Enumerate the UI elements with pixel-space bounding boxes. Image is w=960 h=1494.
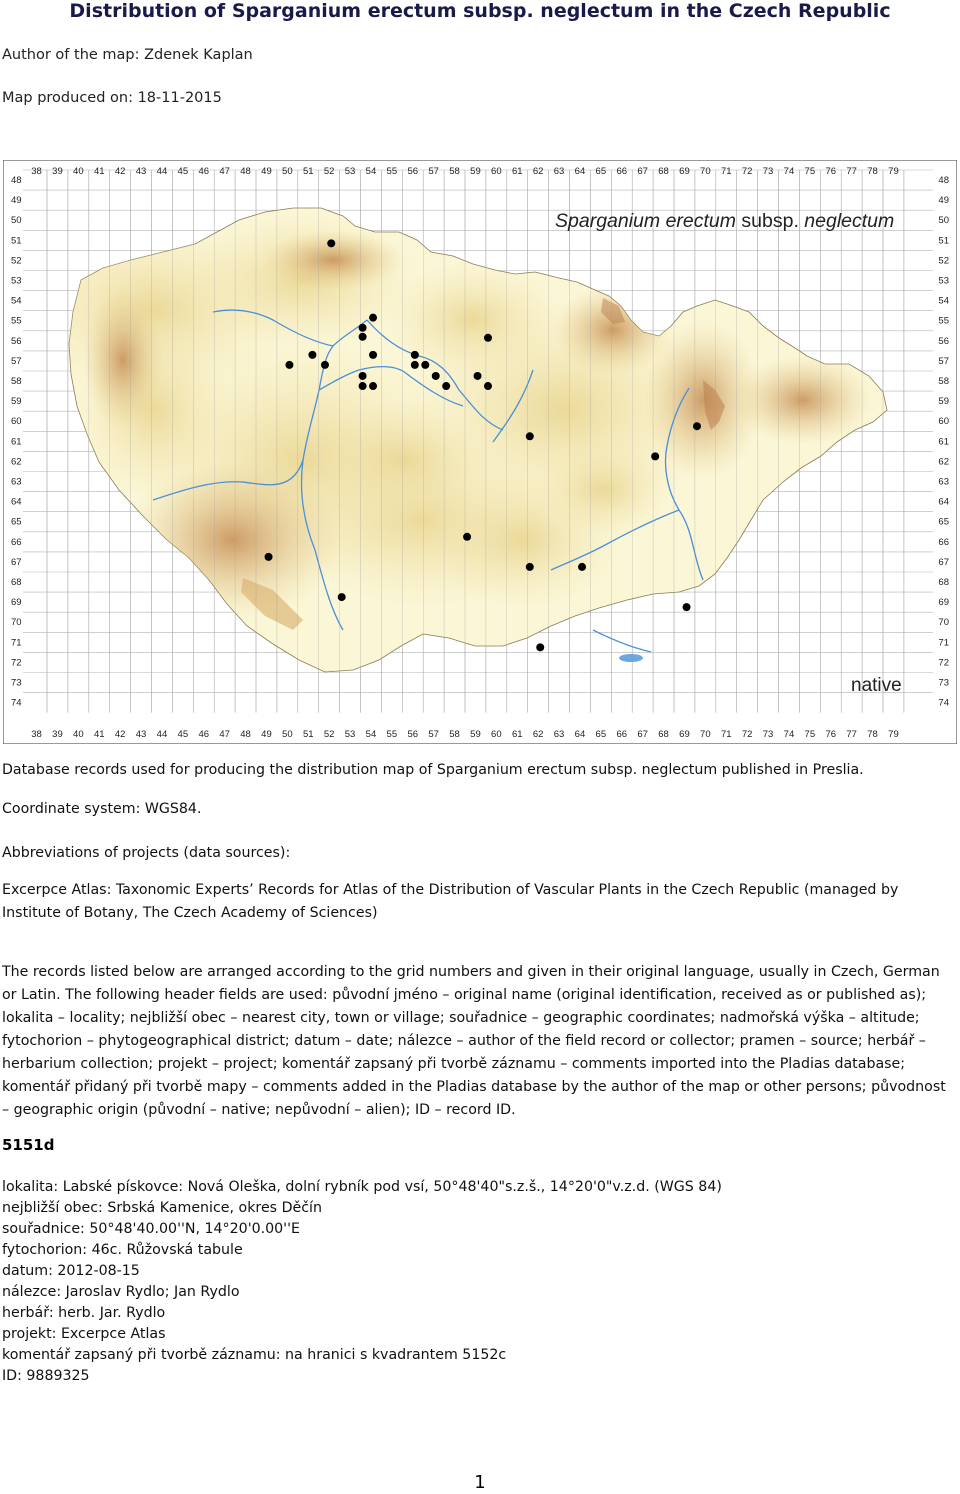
record-id: ID: 9889325	[2, 1368, 90, 1384]
column-label-bottom: 58	[449, 729, 460, 740]
column-label-top: 45	[177, 166, 189, 177]
occurrence-dot	[321, 361, 329, 369]
column-label-top: 57	[428, 166, 439, 177]
row-label-right: 50	[938, 215, 949, 227]
column-label-top: 49	[261, 166, 272, 177]
column-label-bottom: 44	[156, 729, 168, 740]
column-label-bottom: 61	[511, 729, 523, 740]
occurrence-dot	[693, 422, 701, 430]
record-phytochorion: fytochorion: 46c. Růžovská tabule	[2, 1242, 243, 1258]
row-label-left: 51	[11, 235, 22, 247]
column-label-top: 63	[553, 166, 565, 177]
occurrence-record	[2, 1177, 722, 1387]
page-number: 1	[474, 1472, 486, 1493]
row-label-left: 62	[11, 456, 22, 468]
occurrence-dot	[432, 372, 440, 380]
abbreviations-heading	[2, 842, 954, 865]
row-label-left: 68	[11, 577, 22, 588]
species-label-genus: Sparganium erectum	[555, 210, 742, 232]
column-label-top: 46	[198, 166, 210, 177]
column-label-bottom: 77	[846, 729, 857, 740]
record-locality: lokalita: Labské pískovce: Nová Oleška, dolní rybník pod vsí, 50°48'40"s.z.š., 14°20'0"v.z.d. (WGS 84)	[2, 1179, 722, 1195]
column-label-bottom: 52	[323, 729, 335, 740]
column-label-bottom: 39	[52, 729, 63, 740]
column-label-top: 55	[386, 166, 398, 177]
occurrence-dot	[327, 239, 335, 247]
fields-explanation	[2, 961, 954, 1122]
column-label-top: 48	[240, 166, 251, 177]
row-label-left: 72	[11, 657, 22, 669]
page-title: Distribution of Sparganium erectum subsp. neglectum in the Czech Republic	[69, 0, 891, 22]
row-label-right: 66	[938, 536, 949, 548]
occurrence-dot	[265, 553, 273, 561]
occurrence-dot	[411, 361, 419, 369]
row-label-left: 59	[11, 396, 22, 408]
row-label-left: 64	[11, 496, 22, 508]
column-label-bottom: 67	[637, 729, 648, 740]
column-label-bottom: 78	[867, 729, 878, 740]
column-label-top: 52	[323, 166, 335, 177]
map-author: Author of the map: Zdenek Kaplan	[2, 47, 253, 63]
record-project: projekt: Excerpce Atlas	[2, 1326, 166, 1342]
column-label-bottom: 47	[219, 729, 230, 740]
column-label-bottom: 48	[240, 729, 251, 740]
row-label-left: 69	[11, 597, 22, 609]
record-comment: komentář zapsaný při tvorbě záznamu: na hranici s kvadrantem 5152c	[2, 1347, 507, 1363]
row-label-left: 56	[11, 335, 22, 347]
column-label-bottom: 60	[491, 729, 502, 740]
row-label-right: 74	[938, 697, 949, 709]
row-label-right: 67	[938, 556, 949, 568]
distribution-map	[3, 160, 957, 744]
occurrence-dot	[369, 314, 377, 322]
column-label-bottom: 63	[553, 729, 565, 740]
column-label-top: 71	[720, 166, 732, 177]
occurrence-dot	[474, 372, 482, 380]
column-label-bottom: 69	[679, 729, 690, 740]
relief-shading	[263, 230, 403, 290]
species-label-epithet: neglectum	[804, 210, 895, 232]
occurrence-dot	[526, 432, 534, 440]
column-label-top: 54	[365, 166, 377, 177]
row-label-left: 57	[11, 355, 22, 367]
column-label-top: 51	[302, 166, 314, 177]
column-label-bottom: 71	[720, 729, 732, 740]
column-label-top: 67	[637, 166, 648, 177]
row-label-left: 48	[11, 175, 22, 186]
relief-shading	[83, 290, 163, 430]
row-label-right: 52	[938, 255, 949, 267]
column-label-bottom: 74	[783, 729, 795, 740]
occurrence-dot	[308, 351, 316, 359]
occurrence-dot	[484, 382, 492, 390]
row-label-left: 52	[11, 255, 22, 267]
column-label-bottom: 46	[198, 729, 210, 740]
column-label-bottom: 38	[31, 729, 42, 740]
column-label-bottom: 42	[114, 729, 126, 740]
column-label-bottom: 62	[532, 729, 544, 740]
excerpce-text: Excerpce Atlas: Taxonomic Experts’ Records for Atlas of the Distribution of Vascular Plants in the Czech Republic (managed by Institute of Botany, The Czech Academy of Sciences)	[2, 882, 899, 921]
species-label-subsp: subsp.	[741, 210, 805, 232]
row-label-right: 64	[938, 496, 949, 508]
column-label-top: 66	[616, 166, 628, 177]
column-label-top: 44	[156, 166, 168, 177]
row-label-left: 50	[11, 215, 22, 227]
row-label-right: 63	[938, 476, 949, 488]
column-label-bottom: 76	[825, 729, 837, 740]
row-label-left: 60	[11, 416, 22, 428]
column-label-bottom: 51	[302, 729, 314, 740]
column-label-top: 53	[344, 166, 356, 177]
record-coordinates: souřadnice: 50°48'40.00''N, 14°20'0.00''E	[2, 1221, 300, 1237]
column-label-bottom: 49	[261, 729, 272, 740]
column-label-top: 47	[219, 166, 230, 177]
column-label-top: 74	[783, 166, 795, 177]
row-label-right: 54	[938, 295, 949, 307]
row-label-right: 53	[938, 275, 949, 287]
relief-shading	[733, 355, 873, 445]
column-label-bottom: 43	[135, 729, 147, 740]
record-date: datum: 2012-08-15	[2, 1263, 140, 1279]
column-label-top: 61	[511, 166, 523, 177]
column-label-top: 43	[135, 166, 147, 177]
row-label-right: 69	[938, 597, 949, 609]
column-label-bottom: 45	[177, 729, 189, 740]
occurrence-dot	[484, 334, 492, 342]
column-label-top: 77	[846, 166, 857, 177]
occurrence-dot	[442, 382, 450, 390]
coordinate-system-text: Coordinate system: WGS84.	[2, 801, 202, 817]
column-label-bottom: 68	[658, 729, 669, 740]
record-collectors: nálezce: Jaroslav Rydlo; Jan Rydlo	[2, 1284, 240, 1300]
status-label: native	[851, 675, 902, 696]
occurrence-dot	[359, 333, 367, 341]
column-label-top: 62	[532, 166, 544, 177]
column-label-bottom: 59	[470, 729, 481, 740]
abbreviations-heading-text: Abbreviations of projects (data sources):	[2, 845, 291, 861]
column-label-bottom: 66	[616, 729, 628, 740]
occurrence-dot	[338, 593, 346, 601]
row-label-right: 57	[938, 355, 949, 367]
column-label-top: 65	[595, 166, 607, 177]
column-label-bottom: 64	[574, 729, 586, 740]
column-label-top: 38	[31, 166, 42, 177]
occurrence-dot	[526, 563, 534, 571]
excerpce-description	[2, 879, 954, 925]
species-label	[555, 210, 894, 232]
column-label-top: 73	[762, 166, 774, 177]
column-label-bottom: 57	[428, 729, 439, 740]
column-label-bottom: 79	[888, 729, 899, 740]
row-label-right: 60	[938, 416, 949, 428]
reservoir	[619, 654, 643, 662]
column-label-bottom: 55	[386, 729, 398, 740]
row-label-left: 49	[11, 195, 22, 207]
column-label-top: 69	[679, 166, 690, 177]
fields-explanation-text: The records listed below are arranged according to the grid numbers and given in their original language, usually in Czech, German or Latin. The following header fields are used: původní jméno – original name (original identification, received as or published as); lokalita – locality; nejbližší obec – nearest city, town or village; souřadnice – geographic coordinates; nadmořská výška – altitude; fytochorion – phytogeographical district; datum – date; nálezce – author of the field record or collector; pramen – source; herbář – herbarium collection; projekt – project; komentář zapsaný při tvorbě záznamu – comments imported into the Pladias database; komentář přidaný při tvorbě mapy – comments added in the Pladias database by the author of the map or other persons; původnost – geographic origin (původní – native; nepůvodní – alien); ID – record ID.	[2, 964, 946, 1118]
column-label-bottom: 75	[804, 729, 816, 740]
row-label-right: 72	[938, 657, 949, 669]
row-label-left: 61	[11, 436, 22, 448]
occurrence-dot	[421, 361, 429, 369]
column-label-bottom: 40	[73, 729, 84, 740]
column-label-top: 56	[407, 166, 419, 177]
column-label-bottom: 72	[741, 729, 753, 740]
row-label-right: 56	[938, 335, 949, 347]
occurrence-dot	[359, 372, 367, 380]
column-label-top: 41	[93, 166, 105, 177]
occurrence-dot	[463, 533, 471, 541]
occurrence-dot	[411, 351, 419, 359]
occurrence-dot	[285, 361, 293, 369]
column-label-top: 50	[282, 166, 293, 177]
column-label-top: 78	[867, 166, 878, 177]
grid-square-heading: 5151d	[2, 1136, 55, 1154]
row-label-left: 65	[11, 516, 22, 528]
map-date: Map produced on: 18-11-2015	[2, 90, 222, 106]
row-label-left: 66	[11, 536, 22, 548]
occurrence-dot	[359, 324, 367, 332]
column-label-top: 68	[658, 166, 669, 177]
occurrence-dot	[651, 452, 659, 460]
row-label-left: 63	[11, 476, 22, 488]
column-label-bottom: 41	[93, 729, 105, 740]
row-label-right: 62	[938, 456, 949, 468]
row-label-left: 54	[11, 295, 22, 307]
occurrence-dot	[536, 643, 544, 651]
occurrence-dot	[369, 351, 377, 359]
database-note	[2, 759, 954, 782]
row-label-right: 58	[938, 376, 949, 387]
column-label-bottom: 73	[762, 729, 774, 740]
column-label-bottom: 53	[344, 729, 356, 740]
row-label-left: 73	[11, 677, 22, 689]
row-label-right: 61	[938, 436, 949, 448]
row-label-left: 58	[11, 376, 22, 387]
record-herbarium: herbář: herb. Jar. Rydlo	[2, 1305, 166, 1321]
row-label-left: 67	[11, 556, 22, 568]
row-label-left: 71	[11, 637, 22, 649]
column-label-top: 59	[470, 166, 481, 177]
row-label-left: 53	[11, 275, 22, 287]
column-label-top: 39	[52, 166, 63, 177]
occurrence-dot	[683, 603, 691, 611]
database-text: Database records used for producing the distribution map of Sparganium erectum subsp. neglectum published in Preslia.	[2, 762, 864, 778]
row-label-left: 70	[11, 617, 22, 629]
row-label-right: 48	[938, 175, 949, 186]
column-label-bottom: 54	[365, 729, 377, 740]
row-label-right: 70	[938, 617, 949, 629]
row-label-left: 74	[11, 697, 22, 709]
occurrence-dot	[578, 563, 586, 571]
coordinate-system-note	[2, 798, 954, 821]
row-label-right: 68	[938, 577, 949, 588]
column-label-bottom: 56	[407, 729, 419, 740]
column-label-top: 75	[804, 166, 816, 177]
column-label-bottom: 70	[700, 729, 711, 740]
occurrence-dot	[359, 382, 367, 390]
row-label-right: 71	[938, 637, 949, 649]
row-label-right: 49	[938, 195, 949, 207]
row-label-right: 55	[938, 315, 949, 327]
row-label-right: 65	[938, 516, 949, 528]
row-label-left: 55	[11, 315, 22, 327]
column-label-top: 40	[73, 166, 84, 177]
column-label-bottom: 50	[282, 729, 293, 740]
column-label-top: 60	[491, 166, 502, 177]
column-label-top: 58	[449, 166, 460, 177]
column-label-top: 76	[825, 166, 837, 177]
column-label-top: 42	[114, 166, 126, 177]
column-label-top: 64	[574, 166, 586, 177]
column-label-bottom: 65	[595, 729, 607, 740]
column-label-top: 79	[888, 166, 899, 177]
row-label-right: 59	[938, 396, 949, 408]
occurrence-dot	[369, 382, 377, 390]
record-nearest-town: nejbližší obec: Srbská Kamenice, okres Děčín	[2, 1200, 322, 1216]
row-label-right: 51	[938, 235, 949, 247]
column-label-top: 72	[741, 166, 753, 177]
row-label-right: 73	[938, 677, 949, 689]
column-label-top: 70	[700, 166, 711, 177]
distribution-map-svg	[3, 160, 957, 744]
